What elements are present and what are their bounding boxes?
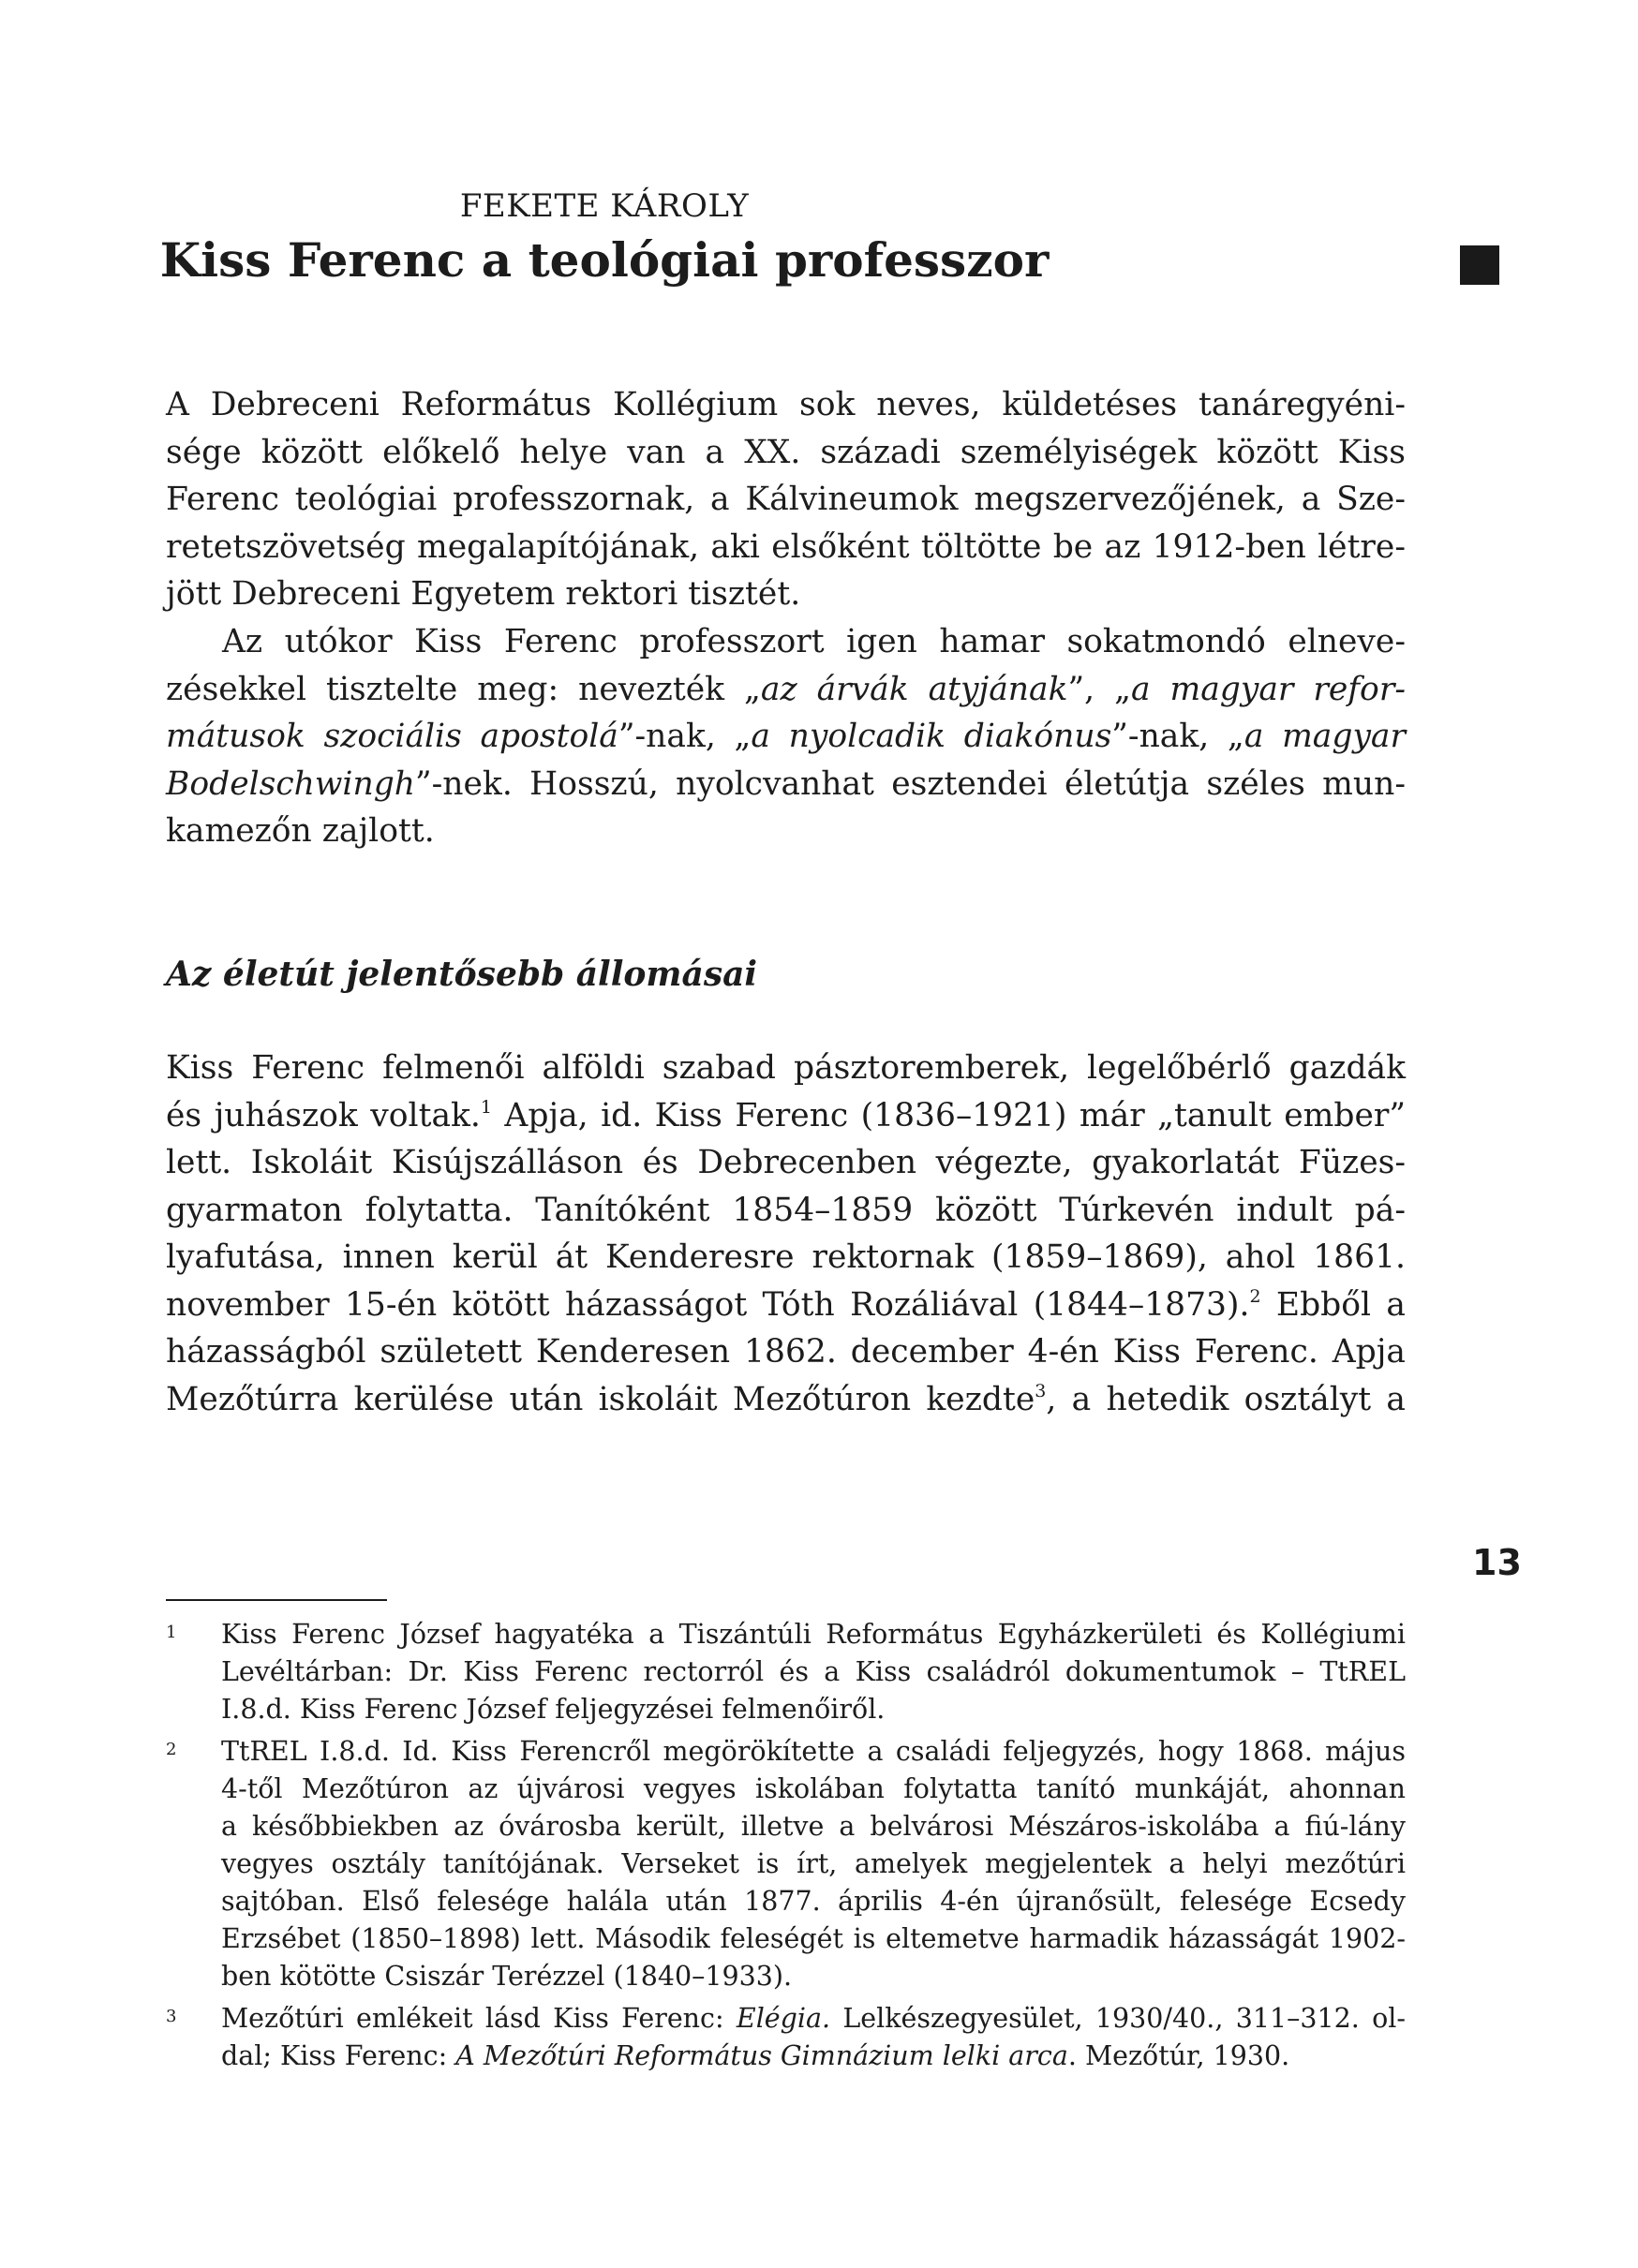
footnote-line xyxy=(221,2000,1406,2038)
footnote-3 xyxy=(166,2000,1406,2075)
text-line: retetszövetség megalapítójának, aki elsőként töltötte be az 1912-ben létre- xyxy=(166,527,1406,566)
text-run: ”-nek. Hosszú, nyolcvanhat esztendei életútja széles mun- xyxy=(415,764,1406,803)
footnote-number: 2 xyxy=(166,1740,177,1759)
footnotes xyxy=(166,1616,1406,2075)
text-run: Lelkészegyesület, 1930/40., 311–312. ol- xyxy=(830,2003,1406,2034)
text-line: Ferenc teológiai professzornak, a Kálvineumok megszervezőjének, a Sze- xyxy=(166,481,1406,518)
section-paragraph xyxy=(166,1045,1406,1423)
footnote-text xyxy=(221,1733,1406,1995)
footnote-line: 4-től Mezőtúron az újvárosi vegyes iskolában folytatta tanító munkáját, ahonnan xyxy=(221,1773,1406,1804)
footnote-text xyxy=(221,2000,1406,2075)
text-line: kamezőn zajlott. xyxy=(166,812,435,850)
text-line xyxy=(166,1282,1406,1329)
footnote-line: I.8.d. Kiss Ferenc József feljegyzései felmenőiről. xyxy=(221,1694,886,1725)
text-run: november 15-én kötött házasságot Tóth Rozáliával (1844–1873). xyxy=(166,1285,1250,1324)
italic-quote: az árvák atyjának xyxy=(760,670,1068,708)
text-line: sége között előkelő helye van a XX. századi személyiségek között Kiss xyxy=(166,433,1406,471)
footnote-ref-2[interactable]: 2 xyxy=(1249,1285,1261,1307)
text-line: Az utókor Kiss Ferenc professzort igen hamar sokatmondó elneve- xyxy=(222,623,1406,660)
text-line xyxy=(166,666,1406,714)
italic-quote: mátusok szociális apostolá xyxy=(166,718,618,755)
footnote-separator xyxy=(166,1599,387,1601)
footnote-ref-1[interactable]: 1 xyxy=(480,1096,492,1118)
footnote-line: Kiss Ferenc József hagyatéka a Tiszántúli Református Egyházkerületi és Kollégiumi xyxy=(221,1619,1406,1650)
italic-work-title: Elégia. xyxy=(736,2003,831,2034)
text-line xyxy=(166,1376,1406,1424)
footnote-line: vegyes osztály tanítójának. Verseket is írt, amelyek megjelentek a helyi mezőtúri xyxy=(221,1848,1406,1879)
text-line: jött Debreceni Egyetem rektori tisztét. xyxy=(166,575,801,613)
footnote-line xyxy=(221,2038,1406,2075)
italic-quote: a nyolcadik diakónus xyxy=(751,718,1112,755)
section-heading: Az életút jelentősebb állomásai xyxy=(166,955,758,994)
italic-quote: Bodelschwingh xyxy=(166,764,415,803)
text-run: és juhászok voltak. xyxy=(166,1096,481,1134)
text-line xyxy=(166,713,1406,761)
footnote-line: ben kötötte Csiszár Terézzel (1840–1933). xyxy=(221,1961,793,1992)
intro-paragraph-2 xyxy=(166,618,1406,855)
text-run: zésekkel tisztelte meg: nevezték „ xyxy=(166,670,761,708)
footnote-line: a későbbiekben az óvárosba került, illetve a belvárosi Mészáros-iskolába a fiú-lány xyxy=(221,1811,1406,1842)
intro-paragraph-1 xyxy=(166,381,1406,618)
footnote-line: Levéltárban: Dr. Kiss Ferenc rectorról és a Kiss családról dokumentumok – TtREL xyxy=(221,1656,1406,1687)
italic-quote: a magyar xyxy=(1243,718,1406,755)
text-run: ”-nak, „ xyxy=(618,718,752,755)
footnote-ref-3[interactable]: 3 xyxy=(1035,1380,1047,1401)
text-line xyxy=(166,761,1406,808)
text-run: dal; Kiss Ferenc: xyxy=(221,2040,456,2071)
footnote-line: TtREL I.8.d. Id. Kiss Ferencről megörökítette a családi feljegyzés, hogy 1868. május xyxy=(221,1736,1406,1767)
footnote-text xyxy=(221,1616,1406,1728)
text-line: gyarmaton folytatta. Tanítóként 1854–1859 között Túrkevén indult pá- xyxy=(166,1191,1406,1229)
text-line: lett. Iskoláit Kisújszálláson és Debrecenben végezte, gyakorlatát Füzes- xyxy=(166,1144,1406,1181)
footnote-number: 3 xyxy=(166,2007,177,2026)
text-run: Apja, id. Kiss Ferenc (1836–1921) már „tanult ember” xyxy=(491,1096,1406,1134)
footnote-2 xyxy=(166,1733,1406,1995)
text-run: , a hetedik osztályt a xyxy=(1046,1380,1406,1418)
chapter-marker xyxy=(1460,245,1499,285)
text-run: Mezőtúrra kerülése után iskoláit Mezőtúron kezdte xyxy=(166,1380,1035,1418)
text-line: házasságból született Kenderesen 1862. december 4-én Kiss Ferenc. Apja xyxy=(166,1333,1406,1371)
footnote-line: sajtóban. Első felesége halála után 1877. április 4-én újranősült, felesége Ecsedy xyxy=(221,1886,1406,1917)
author-name: FEKETE KÁROLY xyxy=(459,187,750,225)
italic-quote: a magyar refor- xyxy=(1130,670,1406,708)
text-run: Mezőtúri emlékeit lásd Kiss Ferenc: xyxy=(221,2003,737,2034)
text-run: ”-nak, „ xyxy=(1111,718,1244,755)
text-run: ”, „ xyxy=(1067,670,1131,708)
footnote-line: Erzsébet (1850–1898) lett. Második feleségét is eltemetve harmadik házasságát 1902- xyxy=(221,1923,1406,1954)
italic-work-title: A Mezőtúri Református Gimnázium lelki arca xyxy=(455,2040,1068,2071)
article-title: Kiss Ferenc a teológiai professzor xyxy=(159,232,1050,288)
footnote-1 xyxy=(166,1616,1406,1728)
text-line xyxy=(166,1092,1406,1140)
page-number: 13 xyxy=(1472,1542,1522,1583)
text-run: . Mezőtúr, 1930. xyxy=(1067,2040,1290,2071)
text-line: lyafutása, innen kerül át Kenderesre rektornak (1859–1869), ahol 1861. xyxy=(166,1238,1406,1276)
text-line: Kiss Ferenc felmenői alföldi szabad pásztoremberek, legelőbérlő gazdák xyxy=(166,1049,1406,1087)
text-run: Ebből a xyxy=(1260,1285,1406,1324)
footnote-number: 1 xyxy=(166,1623,177,1642)
text-line: A Debreceni Református Kollégium sok neves, küldetéses tanáregyéni- xyxy=(166,386,1406,423)
